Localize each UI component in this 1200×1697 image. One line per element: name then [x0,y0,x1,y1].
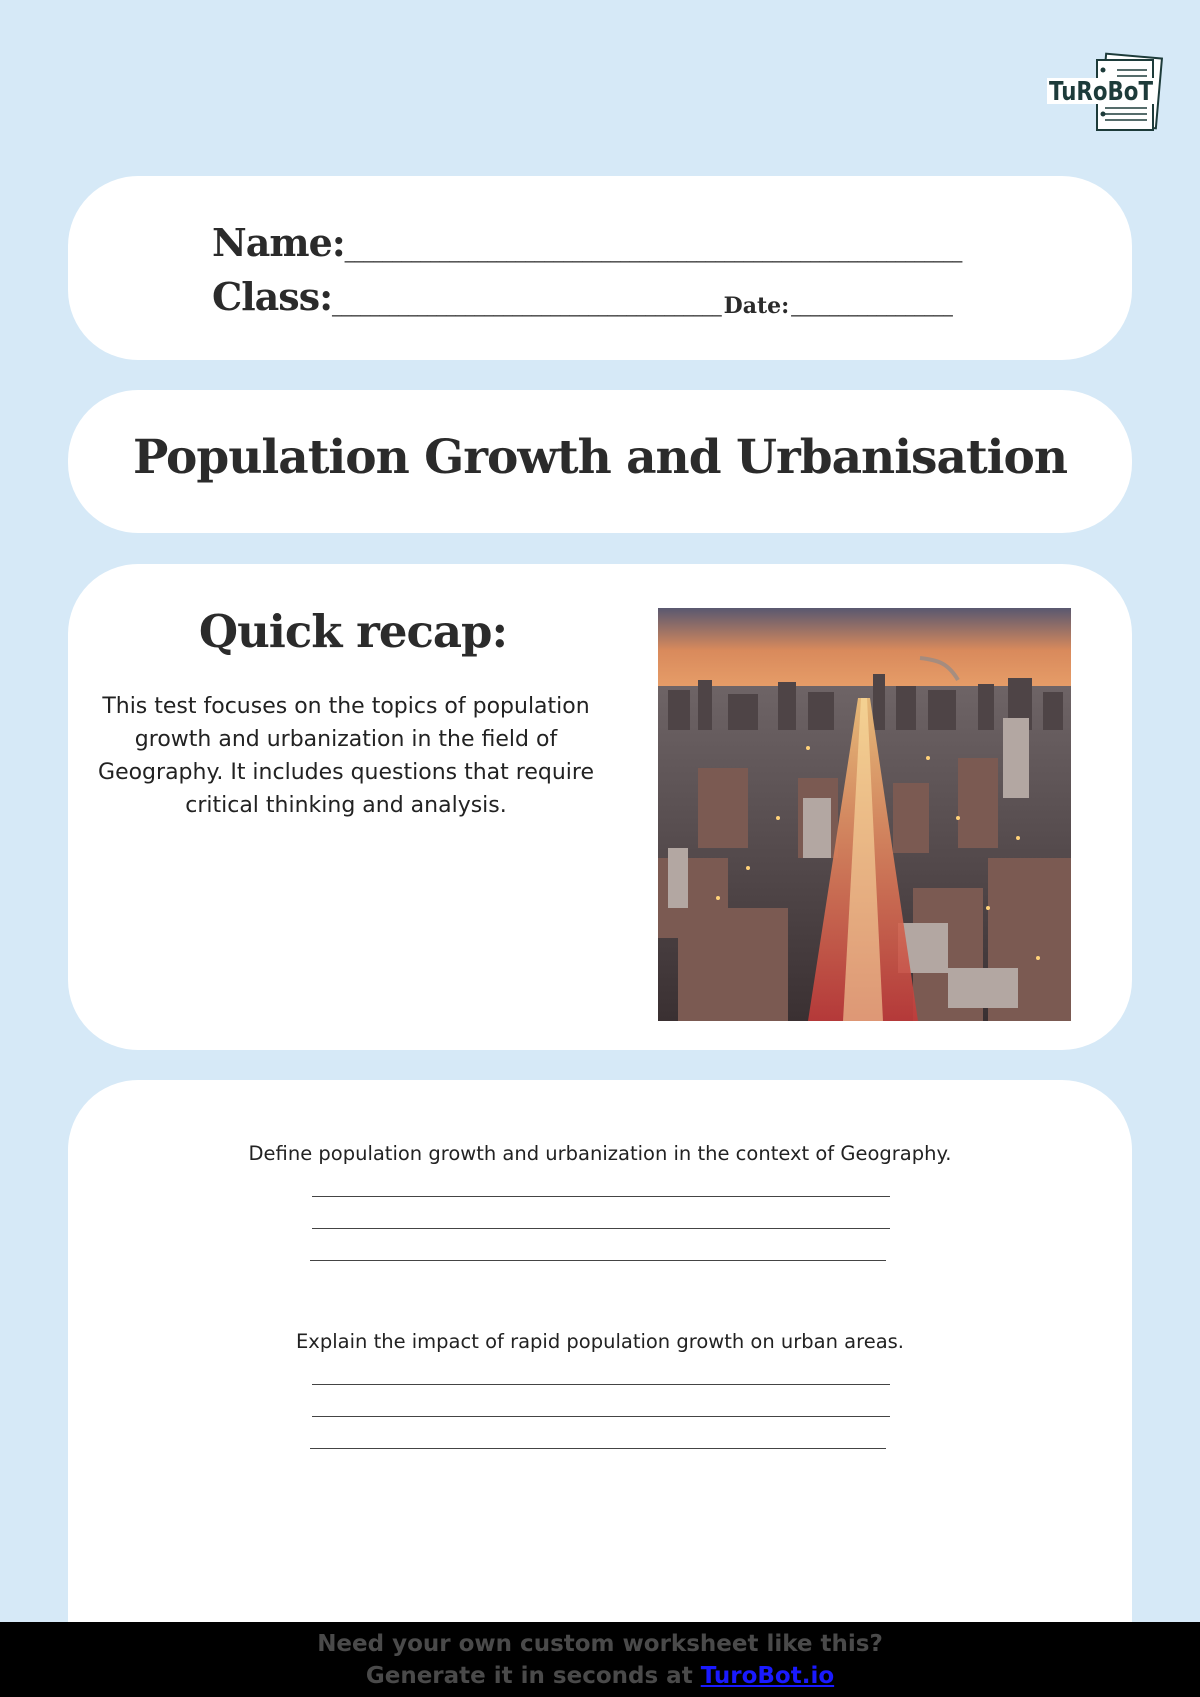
class-field-row [212,275,1122,319]
promo-footer [0,1622,1200,1697]
logo-wordmark: TuRoBoT [1049,77,1154,107]
recap-body-text: This test focuses on the topics of population growth and urbanization in the field of Geography. It includes questions that require critical thinking and analysis. [98,694,594,818]
title-card [68,390,1132,533]
footer-line-1: Need your own custom worksheet like this? [317,1631,883,1657]
turobot-link[interactable]: TuroBot.io [700,1663,835,1689]
footer-line-2-prefix: Generate it in seconds at [365,1663,701,1689]
date-label: Date: [723,293,790,319]
class-write-line[interactable]: _________________________________________ [332,295,722,317]
class-label: Class: [212,275,333,319]
question-2-text: Explain the impact of rapid population growth on urban areas. [295,1330,905,1353]
recap-heading: Quick recap: [198,605,508,658]
question-1-answer-line-3[interactable] [310,1260,886,1261]
question-2-answer-line-1[interactable] [312,1384,890,1385]
question-1-answer-line-2[interactable] [312,1228,890,1229]
student-info-card [68,176,1132,360]
questions-card [68,1080,1132,1640]
name-write-line[interactable]: _________________________________________________________________ [344,241,963,263]
question-1-text: Define population growth and urbanization in the context of Geography. [248,1142,952,1165]
question-1-answer-line-1[interactable] [312,1196,890,1197]
recap-card [68,564,1132,1050]
footer-line-2 [0,1660,1200,1692]
date-write-line[interactable]: _________________ [791,295,953,317]
question-2-answer-line-2[interactable] [312,1416,890,1417]
city-street-photo [658,608,1071,1021]
name-field-row [212,221,1122,265]
name-label: Name: [212,221,345,265]
turobot-logo [1043,52,1165,136]
worksheet-title: Population Growth and Urbanisation [132,430,1068,485]
question-2-answer-line-3[interactable] [310,1448,886,1449]
